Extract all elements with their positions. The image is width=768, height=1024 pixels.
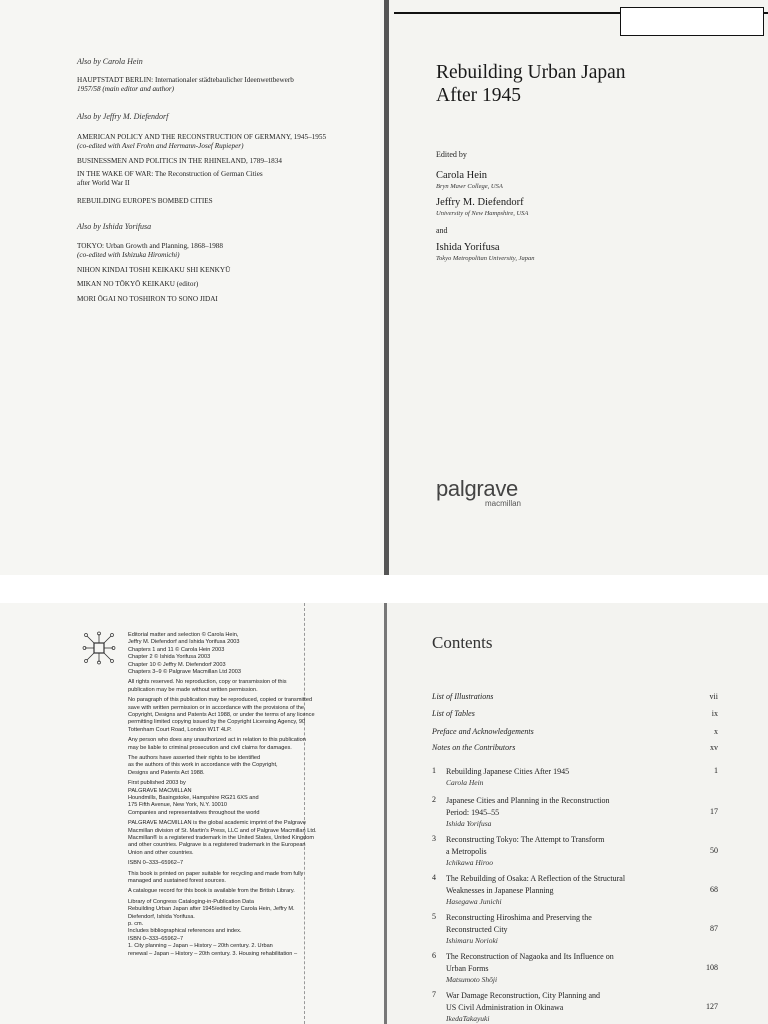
spine-shadow: [384, 603, 387, 1024]
copyright-line: This book is printed on paper suitable for recycling and made from fully: [128, 870, 304, 877]
front-matter-page: x: [714, 727, 718, 736]
copyright-line: Macmillan® is a registered trademark in the United States, United Kingdom: [128, 835, 315, 841]
book-entry: 1957/58 (main editor and author): [77, 85, 175, 93]
book-entry: NIHON KINDAI TOSHI KEIKAKU SHI KENKYŪ: [77, 266, 231, 274]
chapter-number: 5: [432, 912, 436, 921]
copyright-line: Chapter 2 © Ishida Yorifusa 2003: [128, 654, 211, 661]
copyright-line: Companies and representatives throughout the world: [128, 809, 260, 816]
editor-affiliation: University of New Hampshire, USA: [436, 210, 529, 217]
chapter-title[interactable]: War Damage Reconstruction, City Planning and: [446, 991, 600, 1000]
copyright-line: 175 Fifth Avenue, New York, N.Y. 10010: [128, 802, 227, 809]
chapter-author: Hasegawa Junichi: [446, 897, 502, 906]
copyright-line: may be liable to criminal prosecution and civil claims for damages.: [128, 744, 292, 751]
copyright-line: Jeffry M. Diefendorf and Ishida Yorifusa 2003: [128, 639, 240, 646]
copyright-line: Diefendorf, Ishida Yorifusa.: [128, 913, 195, 920]
copyright-line: Chapters 1 and 11 © Carola Hein 2003: [128, 646, 225, 653]
chapter-title[interactable]: Reconstructing Hiroshima and Preserving the: [446, 913, 592, 922]
copyright-line: The authors have asserted their rights to be identified: [128, 755, 261, 761]
book-title: [436, 61, 626, 107]
page-also-by: [0, 0, 384, 575]
front-matter-page: ix: [711, 709, 718, 718]
copyright-line: ISBN 0–333–65962–7: [128, 935, 184, 942]
book-entry: AMERICAN POLICY AND THE RECONSTRUCTION OF GERMANY, 1945–1955: [77, 133, 327, 141]
copyright-line: Includes bibliographical references and index.: [128, 928, 242, 935]
chapter-author: IkedaTakayuki: [446, 1014, 490, 1023]
front-matter-label[interactable]: List of Illustrations: [432, 692, 494, 701]
editor-affiliation: Tokyo Metropolitan University, Japan: [436, 255, 535, 262]
chapter-author: Ishimaru Norioki: [446, 936, 498, 945]
chapter-number: 3: [432, 834, 436, 843]
book-entry: (co-edited with Ishizuka Hiromichi): [77, 251, 180, 259]
front-matter-label[interactable]: Notes on the Contributors: [432, 743, 516, 752]
and-label: and: [436, 226, 448, 235]
also-by-diefendorf-heading: Also by Jeffry M. Diefendorf: [77, 112, 169, 121]
copyright-line: 1. City planning – Japan – History – 20th century. 2. Urban: [128, 943, 273, 950]
chapter-title[interactable]: Japanese Cities and Planning in the Reconstruction: [446, 796, 610, 805]
front-matter-page: vii: [709, 692, 718, 701]
book-entry: IN THE WAKE OF WAR: The Reconstruction of German Cities: [77, 170, 263, 178]
also-by-hein-heading: Also by Carola Hein: [77, 57, 143, 66]
chapter-number: 6: [432, 951, 436, 960]
front-matter-label[interactable]: List of Tables: [432, 709, 475, 718]
copyright-line: Copyright, Designs and Patents Act 1988, or under the terms of any licence: [128, 712, 315, 718]
copyright-line: Tottenham Court Road, London W1T 4LP.: [128, 726, 232, 733]
publisher-emblem-icon: [82, 631, 116, 665]
chapter-number: 2: [432, 795, 436, 804]
editor-name: Carola Hein: [436, 170, 488, 181]
copyright-line: publication may be made without written permission.: [128, 686, 258, 693]
chapter-page: 127: [706, 1002, 718, 1011]
chapter-title[interactable]: Weaknesses in Japanese Planning: [446, 886, 554, 895]
copyright-line: All rights reserved. No reproduction, copy or transmission of this: [128, 679, 287, 686]
contents-heading: Contents: [432, 633, 493, 652]
copyright-line: Library of Congress Cataloging-in-Publication Data: [128, 898, 254, 905]
copyright-line: Union and other countries.: [128, 849, 194, 856]
editor-affiliation: Bryn Mawr College, USA: [436, 183, 503, 190]
chapter-page: 50: [710, 846, 718, 855]
spine-shadow: [384, 0, 389, 575]
chapter-number: 7: [432, 990, 436, 999]
chapter-number: 4: [432, 873, 436, 882]
chapter-title[interactable]: US Civil Administration in Okinawa: [446, 1003, 564, 1012]
copyright-line: Houndmills, Basingstoke, Hampshire RG21 6XS and: [128, 795, 259, 801]
copyright-line: PALGRAVE MACMILLAN: [128, 787, 192, 794]
book-entry: HAUPTSTADT BERLIN: Internationaler städtebaulicher Ideenwettbewerb: [77, 76, 294, 84]
also-by-ishida-heading: Also by Ishida Yorifusa: [77, 222, 152, 231]
chapter-author: Ichikawa Hiroo: [446, 858, 494, 867]
copyright-line: permitting limited copying issued by the Copyright Licensing Agency, 90: [128, 719, 306, 726]
copyright-line: save with written permission or in accordance with the provisions of the: [128, 704, 304, 711]
copyright-line: Macmillan division of St. Martin's Press, LLC and of Palgrave Macmillan Ltd.: [128, 827, 317, 834]
copyright-line: as the authors of this work in accordance with the Copyright,: [128, 762, 278, 769]
copyright-line: p. cm.: [128, 921, 144, 927]
chapter-page: 68: [710, 885, 718, 894]
copyright-line: First published 2003 by: [128, 780, 186, 787]
book-entry: REBUILDING EUROPE'S BOMBED CITIES: [77, 197, 213, 205]
chapter-title[interactable]: The Rebuilding of Osaka: A Reflection of the Structural: [446, 874, 626, 883]
copyright-line: A catalogue record for this book is available from the British Library.: [128, 888, 295, 895]
copyright-line: managed and sustained forest sources.: [128, 878, 226, 884]
book-entry: MORI ŌGAI NO TOSHIRON TO SONO JIDAI: [77, 295, 218, 303]
copyright-line: Any person who does any unauthorized act in relation to this publication: [128, 737, 306, 744]
book-entry: MIKAN NO TŌKYŌ KEIKAKU (editor): [77, 280, 199, 288]
chapter-title[interactable]: Urban Forms: [446, 964, 489, 973]
chapter-author: Matsumoto Shōji: [446, 975, 498, 984]
chapter-title[interactable]: Reconstructing Tokyo: The Attempt to Transform: [446, 835, 605, 844]
book-entry: TOKYO: Urban Growth and Planning, 1868–1988: [77, 242, 223, 250]
edited-by-label: Edited by: [436, 150, 467, 159]
front-matter-page: xv: [710, 743, 718, 752]
chapter-page: 87: [710, 924, 718, 933]
copyright-line: Chapter 10 © Jeffry M. Diefendorf 2003: [128, 661, 226, 668]
copyright-line: PALGRAVE MACMILLAN is the global academic imprint of the Palgrave: [128, 820, 306, 827]
book-title-line: After 1945: [436, 85, 522, 106]
book-entry: (co-edited with Axel Frohn and Hermann-Josef Rupieper): [77, 142, 244, 150]
copyright-line: ISBN 0–333–65962–7: [128, 860, 184, 867]
book-entry: after World War II: [77, 179, 130, 187]
chapter-page: 1: [714, 766, 718, 775]
chapter-page: 17: [710, 807, 718, 816]
chapter-page: 108: [706, 963, 718, 972]
chapter-number: 1: [432, 766, 436, 775]
chapter-title[interactable]: Reconstructed City: [446, 925, 508, 934]
scan-fold-line: [304, 603, 306, 1024]
front-matter-label[interactable]: Preface and Acknowledgements: [432, 727, 534, 736]
copyright-line: Rebuilding Urban Japan after 1945/edited by Carola Hein, Jeffry M.: [128, 906, 295, 913]
chapter-title[interactable]: Period: 1945–55: [446, 808, 500, 817]
chapter-author: Carola Hein: [446, 778, 484, 787]
copyright-line: No paragraph of this publication may be reproduced, copied or transmitted: [128, 697, 313, 704]
book-entry: BUSINESSMEN AND POLITICS IN THE RHINELAND, 1789–1834: [77, 157, 282, 165]
chapter-title[interactable]: The Reconstruction of Nagaoka and Its Influence on: [446, 952, 614, 961]
publisher-sub: macmillan: [485, 499, 522, 508]
copyright-line: Chapters 3–9 © Palgrave Macmillan Ltd 2003: [128, 669, 241, 675]
page-gap: [0, 575, 768, 603]
label-box: [620, 7, 764, 36]
copyright-line: renewal – Japan – History – 20th century. 3. Housing rehabilitation –: [128, 950, 298, 957]
copyright-line: Designs and Patents Act 1988.: [128, 769, 205, 776]
copyright-line: Editorial matter and selection © Carola Hein,: [128, 632, 239, 638]
book-title-line: Rebuilding Urban Japan: [436, 62, 626, 83]
editor-name: Jeffry M. Diefendorf: [436, 197, 524, 208]
copyright-line: and other countries. Palgrave is a registered trademark in the European: [128, 842, 306, 849]
chapter-title[interactable]: a Metropolis: [446, 847, 487, 856]
publisher-logo: palgrave: [436, 476, 518, 501]
chapter-author: Ishida Yorifusa: [446, 819, 492, 828]
chapter-title[interactable]: Rebuilding Japanese Cities After 1945: [446, 767, 570, 776]
editor-name: Ishida Yorifusa: [436, 242, 500, 253]
